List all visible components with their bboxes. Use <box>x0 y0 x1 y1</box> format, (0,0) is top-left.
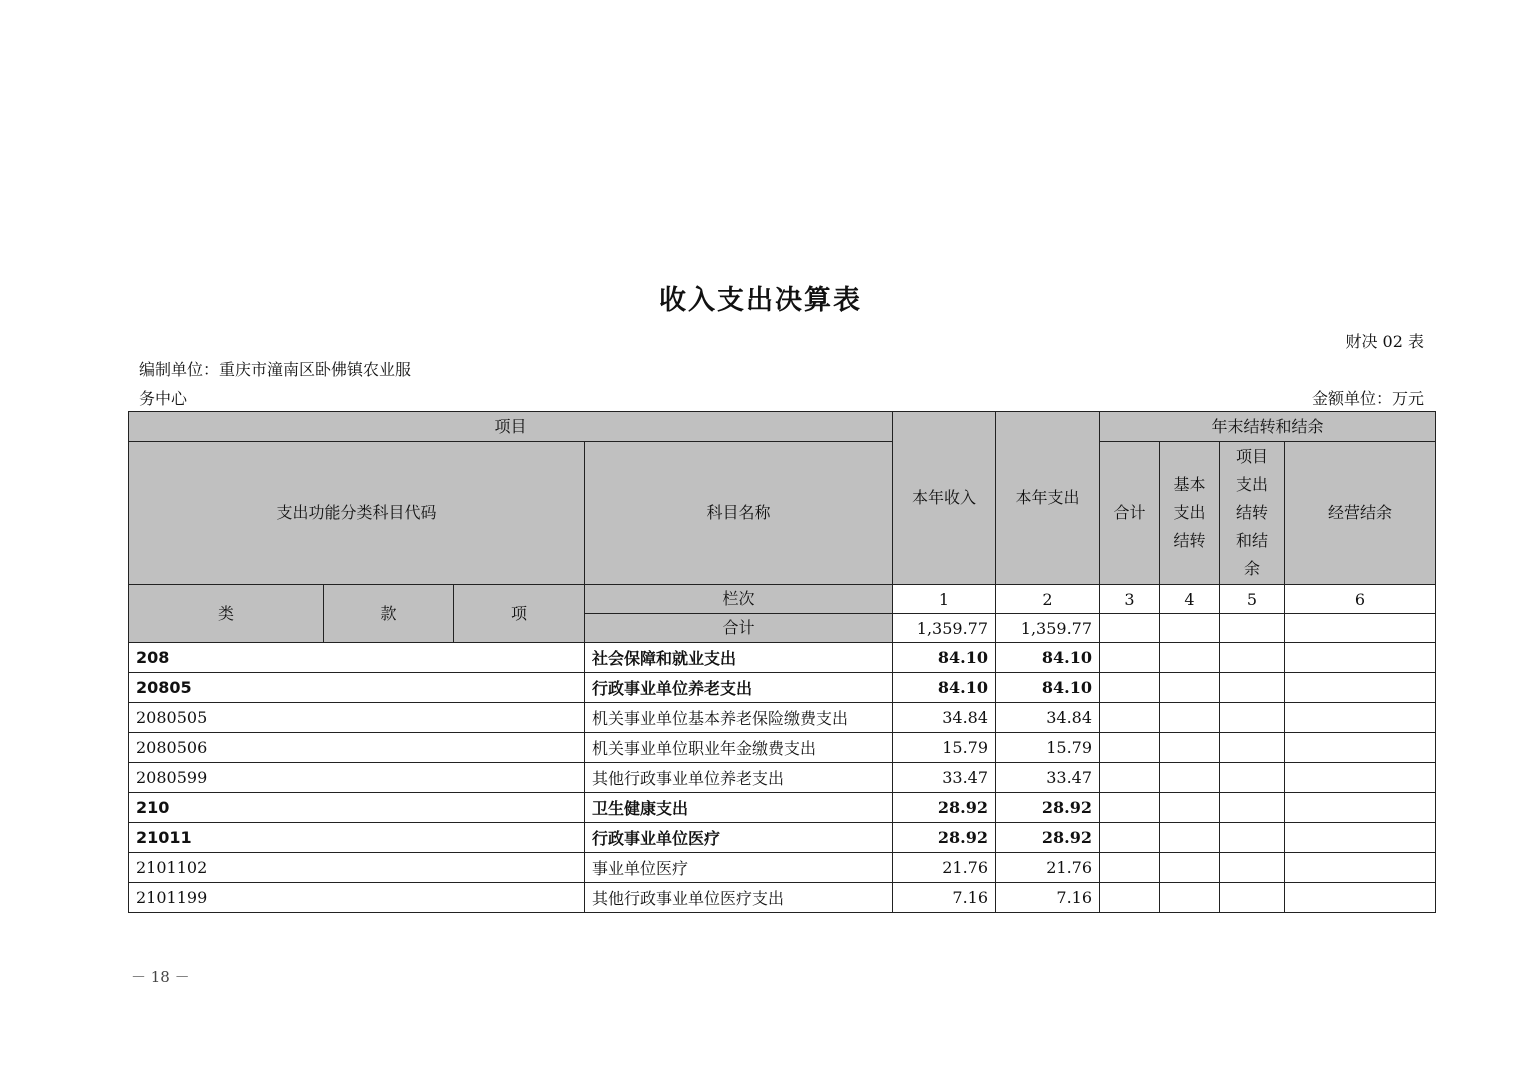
col-number: 3 <box>1100 585 1160 614</box>
row-income: 84.10 <box>893 643 996 673</box>
header-income: 本年收入 <box>893 412 996 585</box>
header-project-line: 结转 <box>1236 503 1269 522</box>
header-business: 经营结余 <box>1285 442 1436 585</box>
header-project-line: 项目 <box>1236 447 1269 466</box>
row-code: 2101199 <box>129 883 585 913</box>
header-lanci: 栏次 <box>585 585 893 614</box>
empty-cell <box>1160 703 1220 733</box>
empty-cell <box>1100 614 1160 643</box>
row-expense: 34.84 <box>996 703 1100 733</box>
empty-cell <box>1220 733 1285 763</box>
header-lei: 类 <box>129 585 324 643</box>
empty-cell <box>1285 733 1436 763</box>
row-name: 行政事业单位养老支出 <box>585 673 893 703</box>
row-name: 机关事业单位职业年金缴费支出 <box>585 733 893 763</box>
table-row <box>129 733 1436 763</box>
header-basic-carry <box>1160 442 1220 585</box>
empty-cell <box>1285 673 1436 703</box>
row-name: 卫生健康支出 <box>585 793 893 823</box>
table-row <box>129 883 1436 913</box>
row-code: 210 <box>129 793 585 823</box>
row-expense: 28.92 <box>996 823 1100 853</box>
empty-cell <box>1220 643 1285 673</box>
empty-cell <box>1285 853 1436 883</box>
empty-cell <box>1100 763 1160 793</box>
page-title: 收入支出决算表 <box>659 285 862 316</box>
row-code: 2101102 <box>129 853 585 883</box>
row-income: 28.92 <box>893 793 996 823</box>
row-name: 机关事业单位基本养老保险缴费支出 <box>585 703 893 733</box>
row-expense: 21.76 <box>996 853 1100 883</box>
empty-cell <box>1285 883 1436 913</box>
empty-cell <box>1160 883 1220 913</box>
row-expense: 84.10 <box>996 673 1100 703</box>
table-row <box>129 823 1436 853</box>
empty-cell <box>1220 823 1285 853</box>
row-income: 7.16 <box>893 883 996 913</box>
table-body <box>129 412 1436 913</box>
empty-cell <box>1220 763 1285 793</box>
header-project-line: 支出 <box>1236 475 1269 494</box>
table-row <box>129 703 1436 733</box>
row-income: 28.92 <box>893 823 996 853</box>
empty-cell <box>1160 823 1220 853</box>
row-expense: 28.92 <box>996 793 1100 823</box>
empty-cell <box>1285 763 1436 793</box>
empty-cell <box>1220 793 1285 823</box>
header-basic-line: 基本 <box>1173 475 1206 494</box>
row-name: 行政事业单位医疗 <box>585 823 893 853</box>
row-code: 20805 <box>129 673 585 703</box>
col-number: 5 <box>1220 585 1285 614</box>
row-income: 21.76 <box>893 853 996 883</box>
empty-cell <box>1220 853 1285 883</box>
empty-cell <box>1285 793 1436 823</box>
header-expense: 本年支出 <box>996 412 1100 585</box>
row-code: 21011 <box>129 823 585 853</box>
table-row <box>129 673 1436 703</box>
table-row <box>129 763 1436 793</box>
empty-cell <box>1160 793 1220 823</box>
header-basic-line: 支出 <box>1173 503 1206 522</box>
empty-cell <box>1100 733 1160 763</box>
row-name: 其他行政事业单位养老支出 <box>585 763 893 793</box>
row-income: 84.10 <box>893 673 996 703</box>
header-project: 项目 <box>129 412 893 442</box>
empty-cell <box>1160 763 1220 793</box>
header-carryover: 年末结转和结余 <box>1100 412 1436 442</box>
row-expense: 84.10 <box>996 643 1100 673</box>
row-income: 33.47 <box>893 763 996 793</box>
row-expense: 15.79 <box>996 733 1100 763</box>
row-income: 34.84 <box>893 703 996 733</box>
empty-cell <box>1100 703 1160 733</box>
empty-cell <box>1160 673 1220 703</box>
header-code: 支出功能分类科目代码 <box>129 442 585 585</box>
col-number: 2 <box>996 585 1100 614</box>
empty-cell <box>1160 853 1220 883</box>
empty-cell <box>1285 703 1436 733</box>
empty-cell <box>1160 733 1220 763</box>
table-row <box>129 643 1436 673</box>
empty-cell <box>1100 793 1160 823</box>
empty-cell <box>1220 883 1285 913</box>
row-income: 15.79 <box>893 733 996 763</box>
empty-cell <box>1285 643 1436 673</box>
money-unit: 金额单位：万元 <box>1311 389 1424 408</box>
empty-cell <box>1220 614 1285 643</box>
total-expense: 1,359.77 <box>996 614 1100 643</box>
empty-cell <box>1160 643 1220 673</box>
table-row <box>129 853 1436 883</box>
col-number: 6 <box>1285 585 1436 614</box>
header-carry-total: 合计 <box>1100 442 1160 585</box>
col-number: 1 <box>893 585 996 614</box>
empty-cell <box>1100 643 1160 673</box>
total-label: 合计 <box>585 614 893 643</box>
header-project-line: 和结 <box>1236 531 1269 550</box>
row-code: 2080599 <box>129 763 585 793</box>
row-code: 2080505 <box>129 703 585 733</box>
row-expense: 7.16 <box>996 883 1100 913</box>
compiler-unit-line1: 编制单位：重庆市潼南区卧佛镇农业服 <box>139 360 412 379</box>
empty-cell <box>1285 823 1436 853</box>
empty-cell <box>1220 673 1285 703</box>
empty-cell <box>1100 853 1160 883</box>
empty-cell <box>1160 614 1220 643</box>
total-income: 1,359.77 <box>893 614 996 643</box>
header-project-line: 余 <box>1244 559 1261 578</box>
income-expense-table <box>128 411 1436 913</box>
col-number: 4 <box>1160 585 1220 614</box>
header-xiang: 项 <box>454 585 585 643</box>
empty-cell <box>1220 703 1285 733</box>
row-code: 208 <box>129 643 585 673</box>
header-kuan: 款 <box>324 585 454 643</box>
empty-cell <box>1285 614 1436 643</box>
table-row <box>129 793 1436 823</box>
header-basic-line: 结转 <box>1173 531 1206 550</box>
form-code: 财决 02 表 <box>1345 332 1424 351</box>
empty-cell <box>1100 823 1160 853</box>
empty-cell <box>1100 673 1160 703</box>
row-name: 其他行政事业单位医疗支出 <box>585 883 893 913</box>
row-name: 事业单位医疗 <box>585 853 893 883</box>
page-number: － 18 － <box>131 968 190 986</box>
row-code: 2080506 <box>129 733 585 763</box>
compiler-unit-line2: 务中心 <box>139 389 188 408</box>
row-name: 社会保障和就业支出 <box>585 643 893 673</box>
row-expense: 33.47 <box>996 763 1100 793</box>
empty-cell <box>1100 883 1160 913</box>
header-project-carry <box>1220 442 1285 585</box>
header-name: 科目名称 <box>585 442 893 585</box>
